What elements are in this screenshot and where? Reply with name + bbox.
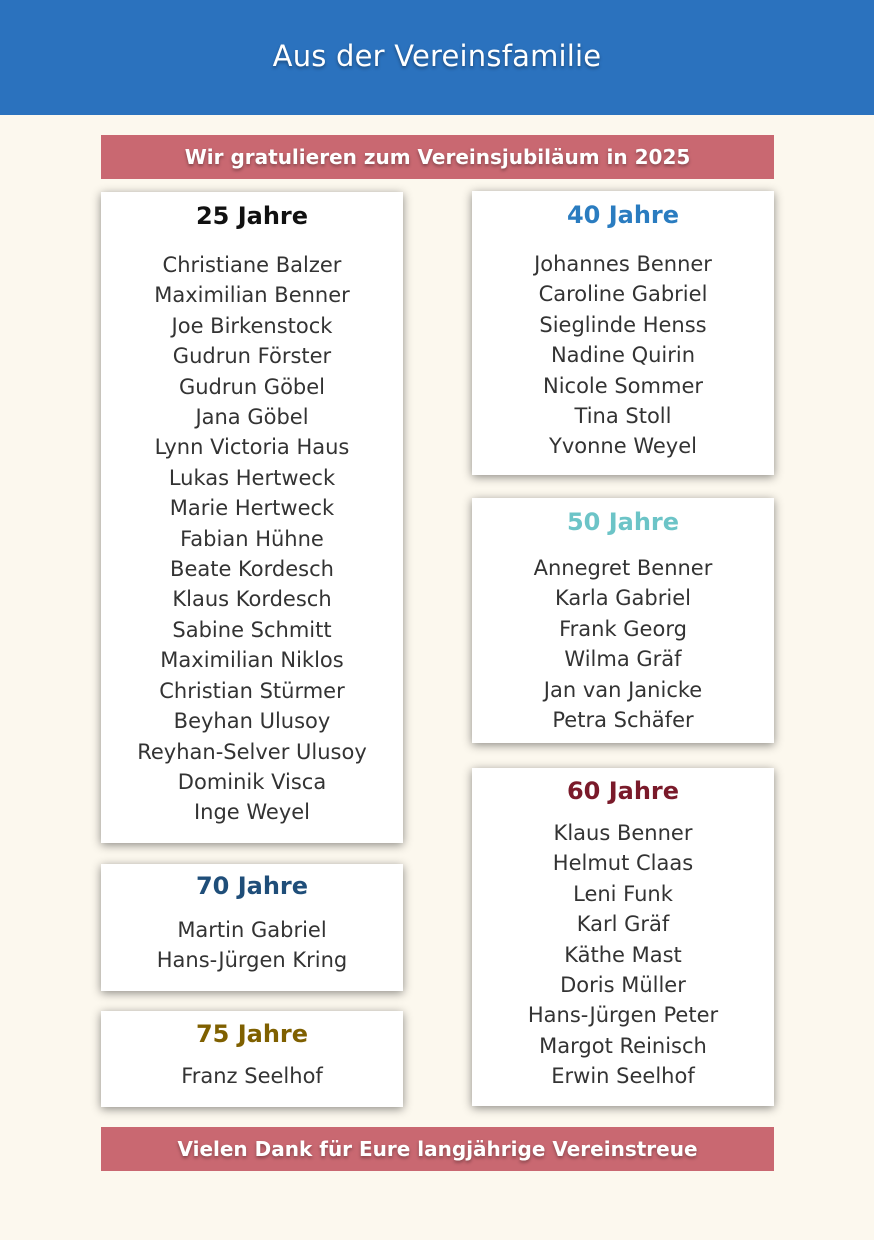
member-name: Gudrun Göbel: [178, 374, 326, 399]
name-list: [472, 249, 774, 462]
member-name: Fabian Hühne: [180, 526, 324, 551]
name-list: [101, 250, 403, 828]
member-name: Franz Seelhof: [181, 1064, 323, 1088]
member-name: Jana Göbel: [195, 405, 309, 430]
jubilee-card-25: [101, 192, 403, 843]
member-name: Johannes Benner: [534, 252, 712, 276]
congratulations-banner: Wir gratulieren zum Vereinsjubiläum in 2025: [101, 135, 774, 179]
member-name: Hans-Jürgen Peter: [527, 1003, 719, 1028]
member-name: Caroline Gabriel: [538, 282, 708, 307]
jubilee-card-70: [101, 864, 403, 991]
member-name: Nadine Quirin: [550, 343, 696, 368]
card-title: 60 Jahre: [566, 777, 680, 805]
member-name: Reyhan-Selver Ulusoy: [137, 739, 367, 764]
member-name: Beate Kordesch: [170, 557, 334, 582]
jubilee-card-60: [472, 768, 774, 1106]
member-name: Karl Gräf: [576, 912, 670, 937]
member-name: Petra Schäfer: [552, 708, 694, 733]
jubilee-card-40: [472, 191, 774, 475]
member-name: Käthe Mast: [564, 942, 682, 967]
member-name: Lynn Victoria Haus: [154, 435, 350, 460]
member-name: Klaus Benner: [553, 821, 693, 845]
jubilee-card-50: [472, 498, 774, 743]
name-list: [101, 1061, 403, 1091]
member-name: Wilma Gräf: [564, 647, 682, 672]
name-list: [472, 818, 774, 1092]
member-name: Karla Gabriel: [555, 586, 691, 611]
member-name: Martin Gabriel: [177, 918, 327, 942]
card-title: 25 Jahre: [195, 202, 309, 230]
card-title: 40 Jahre: [566, 201, 680, 229]
member-name: Margot Reinisch: [539, 1033, 707, 1058]
member-name: Gudrun Förster: [172, 344, 332, 369]
member-name: Dominik Visca: [177, 769, 327, 794]
member-name: Beyhan Ulusoy: [173, 709, 331, 734]
member-name: Frank Georg: [559, 616, 687, 641]
member-name: Leni Funk: [573, 881, 673, 906]
member-name: Yvonne Weyel: [549, 434, 697, 459]
member-name: Sabine Schmitt: [172, 617, 332, 642]
name-list: [472, 553, 774, 735]
member-name: Inge Weyel: [193, 800, 311, 825]
page-title: Aus der Vereinsfamilie: [272, 38, 602, 73]
member-name: Maximilian Niklos: [160, 648, 344, 673]
member-name: Tina Stoll: [574, 404, 672, 429]
card-title: 50 Jahre: [566, 508, 680, 536]
member-name: Marie Hertweck: [169, 496, 335, 521]
member-name: Erwin Seelhof: [551, 1064, 695, 1089]
card-title: 75 Jahre: [195, 1020, 309, 1048]
member-name: Lukas Hertweck: [168, 465, 336, 490]
member-name: Sieglinde Henss: [539, 312, 707, 337]
jubilee-card-75: [101, 1011, 403, 1107]
member-name: Doris Müller: [560, 973, 686, 998]
member-name: Helmut Claas: [552, 851, 694, 876]
member-name: Klaus Kordesch: [172, 587, 332, 612]
card-title: 70 Jahre: [195, 872, 309, 900]
name-list: [101, 915, 403, 976]
member-name: Nicole Sommer: [542, 373, 703, 398]
member-name: Christian Stürmer: [159, 678, 345, 703]
member-name: Hans-Jürgen Kring: [156, 948, 348, 973]
member-name: Maximilian Benner: [154, 283, 350, 308]
member-name: Christiane Balzer: [162, 253, 342, 277]
member-name: Joe Birkenstock: [171, 313, 333, 338]
thank-you-banner: Vielen Dank für Eure langjährige Vereinstreue: [101, 1127, 774, 1171]
member-name: Jan van Janicke: [543, 677, 703, 702]
header-bar: [0, 0, 874, 115]
member-name: Annegret Benner: [533, 556, 713, 580]
